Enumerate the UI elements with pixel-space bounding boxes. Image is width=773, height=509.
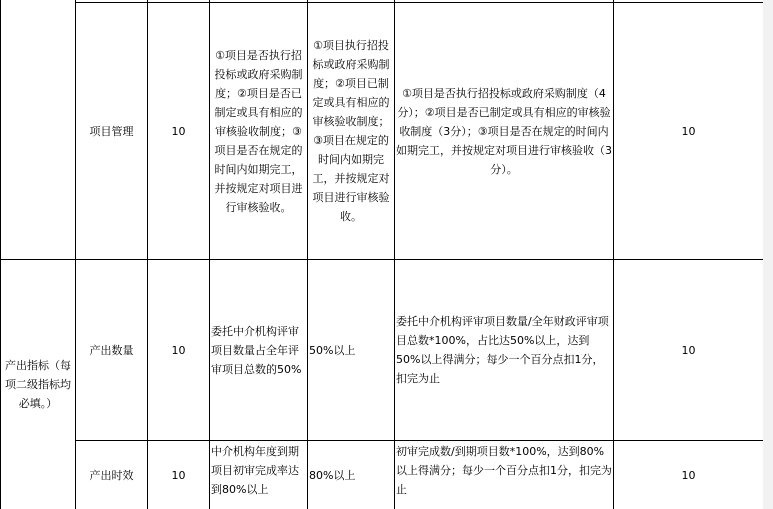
table-row (76, 3, 147, 259)
table-row (76, 441, 147, 509)
target-value: ①项目执行招投标或政府采购制度；②项目已制定或具有相应的审核验收制度；③项目在规定的时间内如期完工，并按规定对项目进行审核验收。 (312, 39, 390, 223)
target-value: 80%以上 (309, 468, 356, 482)
score-value: 10 (681, 124, 696, 138)
score-value: 10 (681, 468, 696, 482)
weight-value: 10 (171, 468, 186, 482)
scoring-cell (395, 260, 613, 440)
target-cell (308, 260, 394, 440)
indicator-content: 委托中介机构评审项目数量占全年评审项目总数的50% (211, 324, 302, 376)
score-cell (614, 260, 763, 440)
weight-value: 10 (171, 343, 186, 357)
scoring-criteria: ①项目是否执行招投标或政府采购制度（4分）；②项目是否已制定或具有相应的审核验收制度（3分）；③项目是否在规定的时间内如期完工，并按规定对项目进行审核验收（3分）。 (396, 86, 612, 176)
target-cell (308, 3, 394, 259)
indicator-name: 产出时效 (89, 468, 134, 482)
score-cell (614, 3, 763, 259)
weight-value: 10 (171, 124, 186, 138)
weight-cell (148, 3, 209, 259)
indicator-content: 中介机构年度到期项目初审完成率达到80%以上 (211, 445, 299, 496)
score-cell (614, 441, 763, 509)
indicator-content-cell (210, 3, 307, 259)
category-cell (1, 260, 75, 509)
indicator-content-cell (210, 441, 307, 509)
page-edge (763, 0, 773, 509)
target-value: 50%以上 (309, 343, 356, 357)
score-value: 10 (681, 343, 696, 357)
table-row (76, 260, 147, 440)
category-label: 产出指标（每项二级指标均必填。） (5, 359, 71, 410)
scoring-cell (395, 441, 613, 509)
indicator-content-cell (210, 260, 307, 440)
weight-cell (148, 260, 209, 440)
indicator-content: ①项目是否执行招投标或政府采购制度；②项目是否已制定或具有相应的审核验收制度；③项目是否在规定的时间内如期完工，并按规定对项目进行审核验收。 (214, 48, 303, 214)
target-cell (308, 441, 394, 509)
indicator-name: 项目管理 (89, 124, 134, 138)
indicator-name: 产出数量 (89, 343, 134, 357)
scoring-cell (395, 3, 613, 259)
weight-cell (148, 441, 209, 509)
scoring-criteria: 初审完成数/到期项目数*100%，达到80%以上得满分；每少一个百分点扣1分，扣完为止 (396, 445, 612, 496)
scoring-criteria: 委托中介机构评审项目数量/全年财政评审项目总数*100%，占比达50%以上，达到50%以上得满分；每少一个百分点扣1分，扣完为止 (396, 315, 609, 385)
